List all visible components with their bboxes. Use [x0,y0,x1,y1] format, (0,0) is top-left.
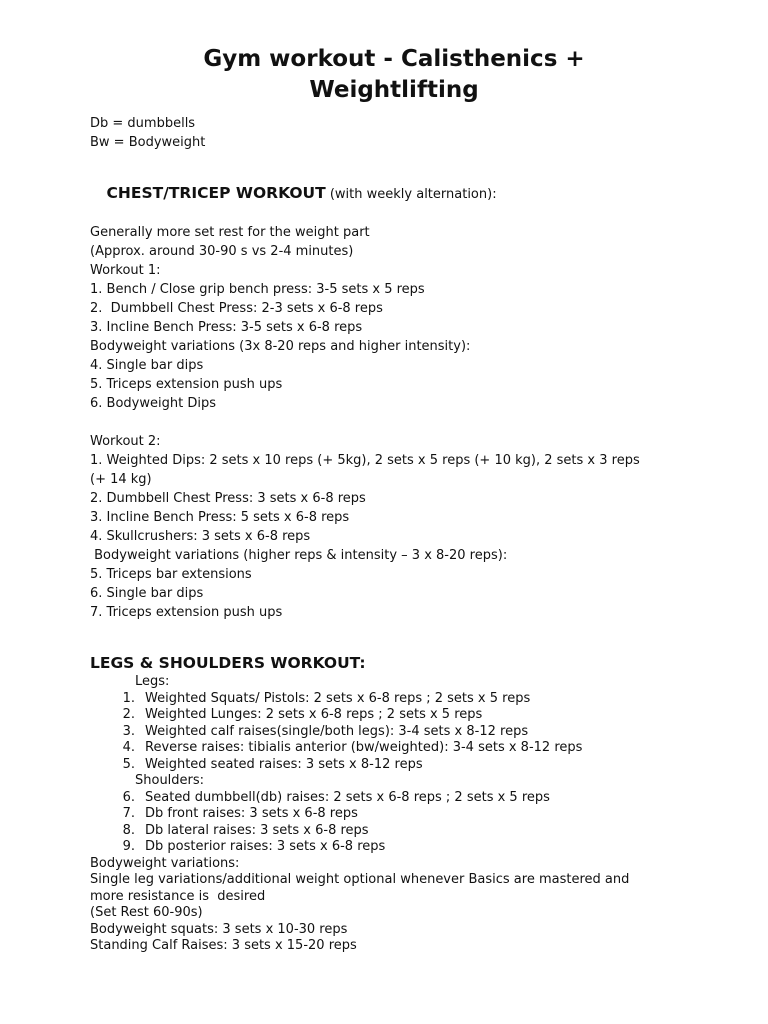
list-item: 4. Single bar dips [90,358,204,373]
spacer [90,622,690,652]
item-number: 5. [122,756,135,772]
legs-sub-label: Legs: [135,674,170,689]
chest-heading-note: (with weekly alternation): [325,187,497,202]
item-number: 8. [122,822,135,838]
item-number: 3. [122,723,135,739]
legs-section-heading: LEGS & SHOULDERS WORKOUT: [90,654,366,672]
item-number: 2. [122,707,135,722]
item-text: Weighted seated raises: 3 sets x 8-12 reps [145,756,423,772]
list-item: 5. Triceps extension push ups [90,377,283,392]
bw-line: more resistance is desired [90,888,266,904]
item-text: Db posterior raises: 3 sets x 6-8 reps [145,839,386,854]
chest-heading-title: CHEST/TRICEP WORKOUT [106,184,326,202]
abbreviation-legend [90,114,690,152]
item-number: 1. [122,690,135,706]
list-item [90,724,690,741]
item-text: Weighted Squats/ Pistols: 2 sets x 6-8 reps ; 2 sets x 5 reps [145,690,531,706]
bw-line: (Set Rest 60-90s) [90,905,203,920]
list-item [90,757,690,774]
list-item [90,839,690,856]
list-item: 2. Dumbbell Chest Press: 2-3 sets x 6-8 reps [90,301,383,316]
list-item [90,806,690,823]
title-line-1: Gym workout - Calisthenics + [203,46,585,72]
list-item [90,790,690,807]
document-page [90,44,690,955]
document-title [90,44,690,106]
list-item: 1. Weighted Dips: 2 sets x 10 reps (+ 5kg), 2 sets x 5 reps (+ 10 kg), 2 sets x 3 reps [90,453,640,468]
item-number: 6. [122,789,135,805]
list-item: 3. Incline Bench Press: 3-5 sets x 6-8 reps [90,320,363,335]
chest-section-heading [90,165,690,223]
list-item: 2. Dumbbell Chest Press: 3 sets x 6-8 reps [90,491,366,506]
list-item: 6. Single bar dips [90,586,204,601]
bw-line: Bodyweight variations: [90,855,240,871]
item-number: 7. [122,806,135,821]
legend-line: Db = dumbbells [90,116,196,131]
item-text: Seated dumbbell(db) raises: 2 sets x 6-8 reps ; 2 sets x 5 reps [145,789,550,805]
bw-line: Standing Calf Raises: 3 sets x 15-20 reps [90,938,357,953]
list-item: Bodyweight variations (3x 8-20 reps and higher intensity): [90,339,471,354]
list-item [90,823,690,840]
item-number: 4. [122,740,135,755]
item-text: Db lateral raises: 3 sets x 6-8 reps [145,822,369,838]
list-item [90,740,690,757]
shoulders-sub-label: Shoulders: [135,773,205,788]
item-text: Reverse raises: tibialis anterior (bw/weighted): 3-4 sets x 8-12 reps [145,740,583,755]
bw-line: Bodyweight squats: 3 sets x 10-30 reps [90,921,348,937]
item-text: Db front raises: 3 sets x 6-8 reps [145,806,358,821]
list-item [90,707,690,724]
workout-1-label: Workout 1: [90,263,161,278]
item-text: Weighted Lunges: 2 sets x 6-8 reps ; 2 sets x 5 reps [145,707,483,722]
legs-shoulders-section [90,652,690,955]
list-item: 1. Bench / Close grip bench press: 3-5 sets x 5 reps [90,282,425,297]
chest-intro-line: (Approx. around 30-90 s vs 2-4 minutes) [90,244,354,259]
list-item: Bodyweight variations (higher reps & intensity – 3 x 8-20 reps): [90,548,508,563]
chest-intro-line: Generally more set rest for the weight part [90,225,370,240]
item-text: Weighted calf raises(single/both legs): 3-4 sets x 8-12 reps [145,723,529,739]
title-line-2: Weightlifting [309,77,479,103]
list-item [90,691,690,708]
workout-2-list [90,451,690,622]
list-item: 6. Bodyweight Dips [90,396,216,411]
list-item: 7. Triceps extension push ups [90,605,283,620]
bw-line: Single leg variations/additional weight optional whenever Basics are mastered and [90,872,630,887]
workout-1-list [90,280,690,413]
spacer [90,413,690,432]
workout-2-label: Workout 2: [90,434,161,449]
item-number: 9. [122,839,135,854]
list-item: 5. Triceps bar extensions [90,567,252,582]
list-item: (+ 14 kg) [90,472,152,487]
legend-line: Bw = Bodyweight [90,135,206,150]
list-item: 3. Incline Bench Press: 5 sets x 6-8 reps [90,510,350,525]
list-item: 4. Skullcrushers: 3 sets x 6-8 reps [90,529,311,544]
